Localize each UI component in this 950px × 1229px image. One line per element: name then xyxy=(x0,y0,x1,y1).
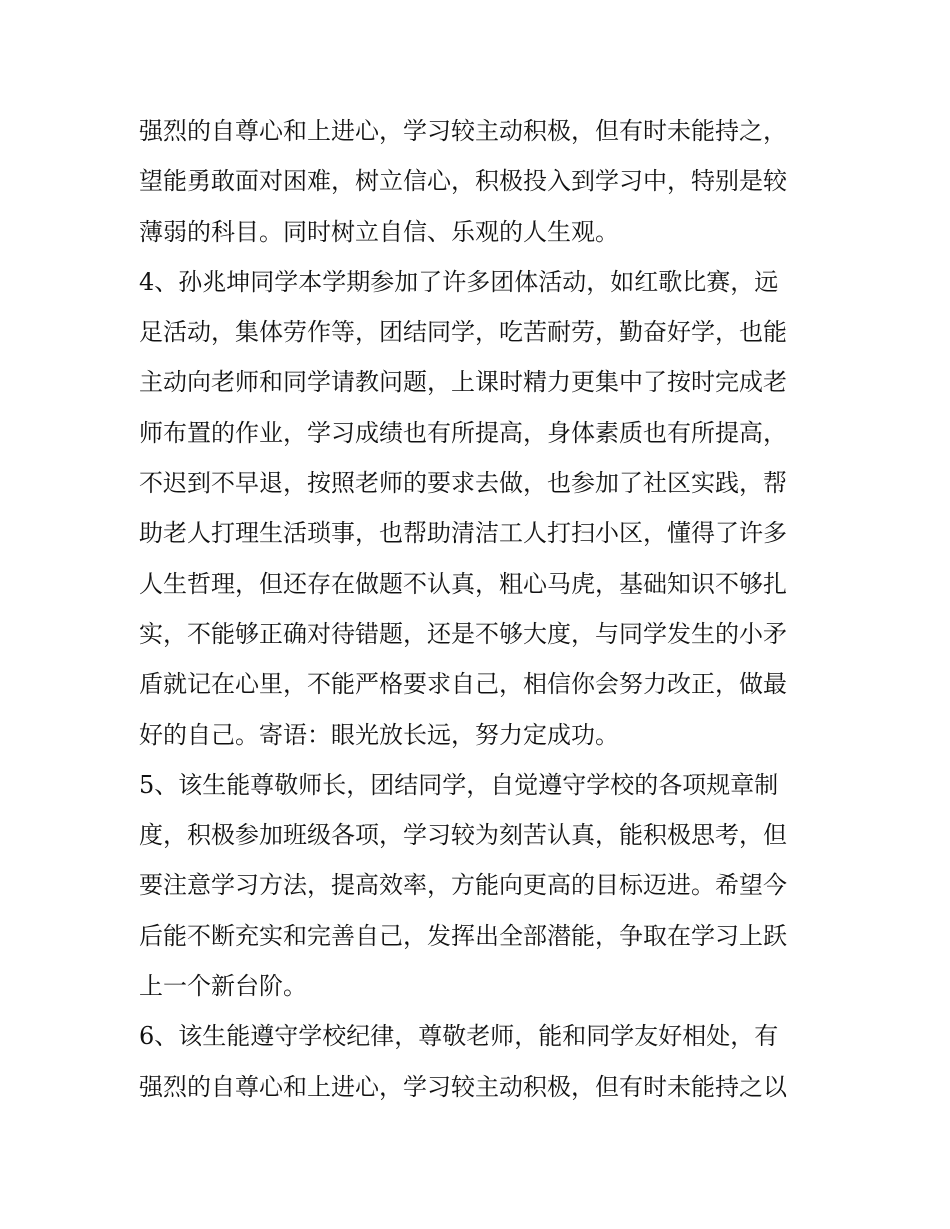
text-line: 足活动，集体劳作等，团结同学，吃苦耐劳，勤奋好学，也能 xyxy=(139,318,787,347)
text-line: 6、该生能遵守学校纪律，尊敬老师，能和同学友好相处，有 xyxy=(139,1022,779,1051)
text-line: 助老人打理生活琐事，也帮助清洁工人打扫小区，懂得了许多 xyxy=(139,519,787,548)
text-line: 要注意学习方法，提高效率，方能向更高的目标迈进。希望今 xyxy=(139,871,787,900)
text-line: 望能勇敢面对困难，树立信心，积极投入到学习中，特别是较 xyxy=(139,167,787,196)
text-line: 4、孙兆坤同学本学期参加了许多团体活动，如红歌比赛，远 xyxy=(139,267,779,296)
text-line: 好的自己。寄语：眼光放长远，努力定成功。 xyxy=(139,720,619,749)
text-line: 强烈的自尊心和上进心，学习较主动积极，但有时未能持之， xyxy=(139,117,787,145)
body-text xyxy=(139,106,829,1112)
text-line: 盾就记在心里，不能严格要求自己，相信你会努力改正，做最 xyxy=(139,670,787,699)
text-line: 主动向老师和同学请教问题，上课时精力更集中了按时完成老 xyxy=(139,368,787,397)
text-line: 实，不能够正确对待错题，还是不够大度，与同学发生的小矛 xyxy=(139,619,787,648)
text-line: 不迟到不早退，按照老师的要求去做，也参加了社区实践，帮 xyxy=(139,469,787,498)
text-line: 强烈的自尊心和上进心，学习较主动积极，但有时未能持之以 xyxy=(139,1072,787,1101)
text-line: 上一个新台阶。 xyxy=(139,972,307,1001)
text-line: 度，积极参加班级各项，学习较为刻苦认真，能积极思考，但 xyxy=(139,821,787,850)
text-line: 后能不断充实和完善自己，发挥出全部潜能，争取在学习上跃 xyxy=(139,921,787,950)
text-line: 师布置的作业，学习成绩也有所提高，身体素质也有所提高， xyxy=(139,418,787,447)
text-line: 薄弱的科目。同时树立自信、乐观的人生观。 xyxy=(139,217,619,246)
text-line: 人生哲理，但还存在做题不认真，粗心马虎，基础知识不够扎 xyxy=(139,569,787,598)
text-line: 5、该生能尊敬师长，团结同学，自觉遵守学校的各项规章制 xyxy=(139,770,779,799)
